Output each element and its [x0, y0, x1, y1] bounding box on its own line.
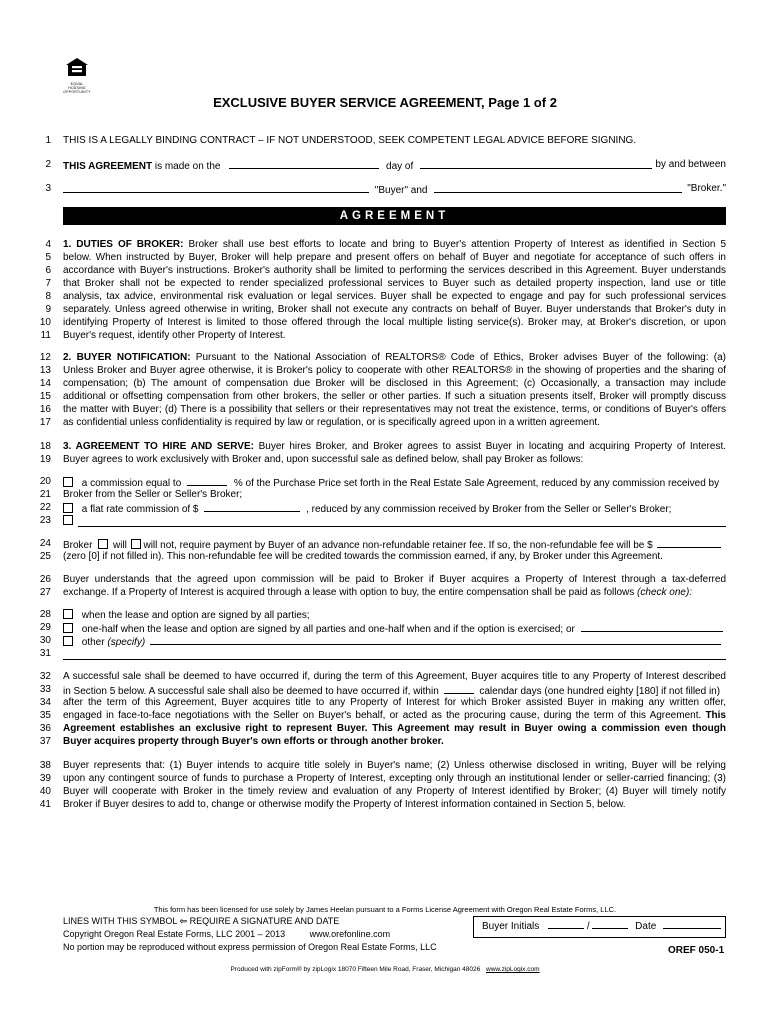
buyer-initials-box: Buyer Initials / Date	[473, 916, 726, 938]
ziplogix-link[interactable]: www.zipLogix.com	[486, 966, 540, 973]
broker-name-field[interactable]	[434, 183, 682, 193]
line-31-field[interactable]	[63, 659, 726, 660]
other-specify-field[interactable]	[150, 635, 721, 645]
flat-rate-checkbox[interactable]	[63, 503, 73, 513]
lease-signed-checkbox[interactable]	[63, 609, 73, 619]
date-blank[interactable]	[229, 159, 379, 169]
initials-date-field[interactable]	[663, 919, 721, 929]
license-notice: This form has been licensed for use solely by James Heelan pursuant to a Forms License Agreement with Oregon Real Estate Forms, LLC.	[153, 905, 617, 914]
document-title: EXCLUSIVE BUYER SERVICE AGREEMENT, Page 1 of 2	[213, 95, 557, 110]
commission-percent-checkbox[interactable]	[63, 477, 73, 487]
calendar-days-field[interactable]	[444, 684, 474, 694]
commission-percent-field[interactable]	[187, 476, 227, 486]
will-not-checkbox[interactable]	[131, 539, 141, 549]
month-blank[interactable]	[420, 159, 652, 169]
equal-housing-icon	[66, 58, 88, 76]
retainer-fee-field[interactable]	[657, 538, 721, 548]
form-id: OREF 050-1	[668, 945, 725, 956]
buyer-initials-field-2[interactable]	[592, 919, 628, 929]
buyer-name-field[interactable]	[63, 183, 369, 193]
other-commission-checkbox[interactable]	[63, 515, 73, 525]
buyer-initials-field-1[interactable]	[548, 919, 584, 929]
equal-housing-logo	[62, 58, 92, 94]
copyright: Copyright Oregon Real Estate Forms, LLC 2001 – 2013 www.orefonline.com	[63, 929, 391, 939]
produced-by: Produced with zipForm® by zipLogix 18070 Fifteen Mile Road, Fraser, Michigan 48026 www.zipLogix.com	[230, 966, 540, 973]
other-commission-field[interactable]	[78, 526, 726, 527]
flat-rate-field[interactable]	[204, 502, 300, 512]
one-half-field[interactable]	[581, 622, 723, 632]
signature-symbol-note: LINES WITH THIS SYMBOL ⇦ REQUIRE A SIGNATURE AND DATE	[63, 916, 340, 926]
agreement-header: AGREEMENT	[63, 207, 726, 225]
left-arrow-icon: ⇦	[179, 916, 188, 926]
will-checkbox[interactable]	[98, 539, 108, 549]
other-specify-checkbox[interactable]	[63, 636, 73, 646]
one-half-checkbox[interactable]	[63, 623, 73, 633]
logo-caption: EQUAL HOUSING OPPORTUNITY	[63, 82, 91, 94]
reproduction-notice: No portion may be reproduced without express permission of Oregon Real Estate Forms, LLC	[63, 942, 437, 952]
